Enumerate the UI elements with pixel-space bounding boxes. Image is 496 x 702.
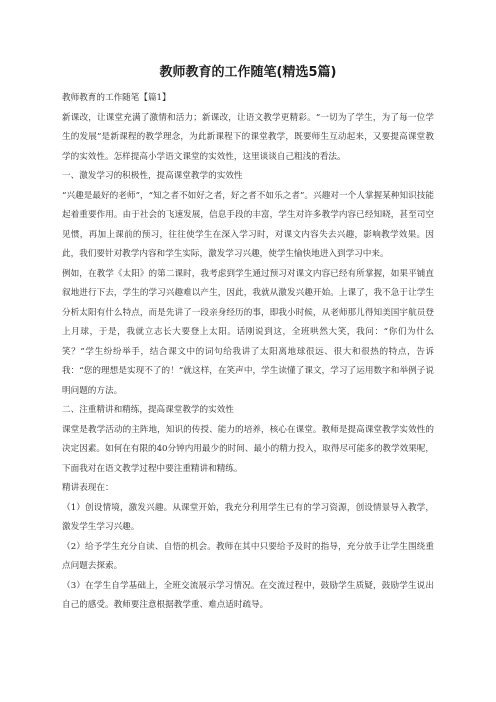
document-title: 教师教育的工作随笔(精选5篇) — [159, 65, 337, 80]
body-paragraph: 课堂是教学活动的主阵地，知识的传授、能力的培养，核心在课堂。教师是提高课堂教学实效性的决定因素。如何在有限的40分钟内用最少的时间、最小的精力投入，取得尽可能多的教学效果呢，下面我对在语文教学过程中要注重精讲和精练。 — [62, 424, 434, 474]
list-item: （1）创设情境，激发兴趣。从课堂开始，我充分利用学生已有的学习资源，创设情景导入教学，激发学生学习兴趣。 — [62, 502, 434, 532]
section-label: 教师教育的工作随笔【篇1】 — [62, 93, 171, 103]
body-paragraph: 新课改，让课堂充满了激情和活力；新课改，让语文教学更精彩。“一切为了学生，为了每一位学生的发展”是新课程的教学理念，为此新课程下的课堂教学，既要师生互动起来，又要提高课堂教学的实效性。怎样提高小学语文课堂的实效性，这里谈谈自己粗浅的看法。 — [62, 112, 434, 162]
list-item: （3）在学生自学基础上，全班交流展示学习情况。在交流过程中，鼓励学生质疑，鼓励学生说出自己的感受。教师要注意根据教学重、难点适时疏导。 — [62, 580, 434, 610]
section-heading: 一、激发学习的积极性，提高课堂教学的实效性 — [62, 171, 243, 181]
body-paragraph: 精讲表现在： — [62, 483, 114, 493]
document-body — [62, 89, 434, 616]
body-paragraph: “兴趣是最好的老师”，“知之者不如好之者，好之者不如乐之者”。兴趣对一个人掌握某种知识技能起着重要作用。由于社会的飞速发展，信息手段的丰富，学生对许多教学内容已经知晓，甚至司空见惯，再加上课前的预习，往往使学生在深入学习时，对课文内容失去兴趣，影响教学效果。因此，我们要针对教学内容和学生实际，激发学习兴趣，使学生愉快地进入到学习中来。 — [62, 190, 434, 259]
section-heading: 二、注重精讲和精练，提高课堂教学的实效性 — [62, 405, 234, 415]
body-paragraph: 例如，在教学《太阳》的第二课时，我考虑到学生通过预习对课文内容已经有所掌握，如果平铺直叙地进行下去，学生的学习兴趣难以产生，因此，我就从激发兴趣开始。上课了，我不急于让学生分析太阳有什么特点，而是先讲了一段亲身经历的事，即我小时候，从老师那儿得知美国宇航员登上月球，于是，我就立志长大要登上太阳。话刚说到这，全班哄然大笑，我问：“你们为什么笑？”学生纷纷举手，结合课文中的词句给我讲了太阳离地球很远、很大和很热的特点，告诉我：“您的理想是实现不了的！”就这样，在笑声中，学生读懂了课文，学习了运用数字和举例子说明问题的方法。 — [62, 268, 434, 396]
list-item: （2）给予学生充分自读、自悟的机会。教师在其中只要给予及时的指导，充分放手让学生围绕重点问题去探索。 — [62, 541, 434, 571]
